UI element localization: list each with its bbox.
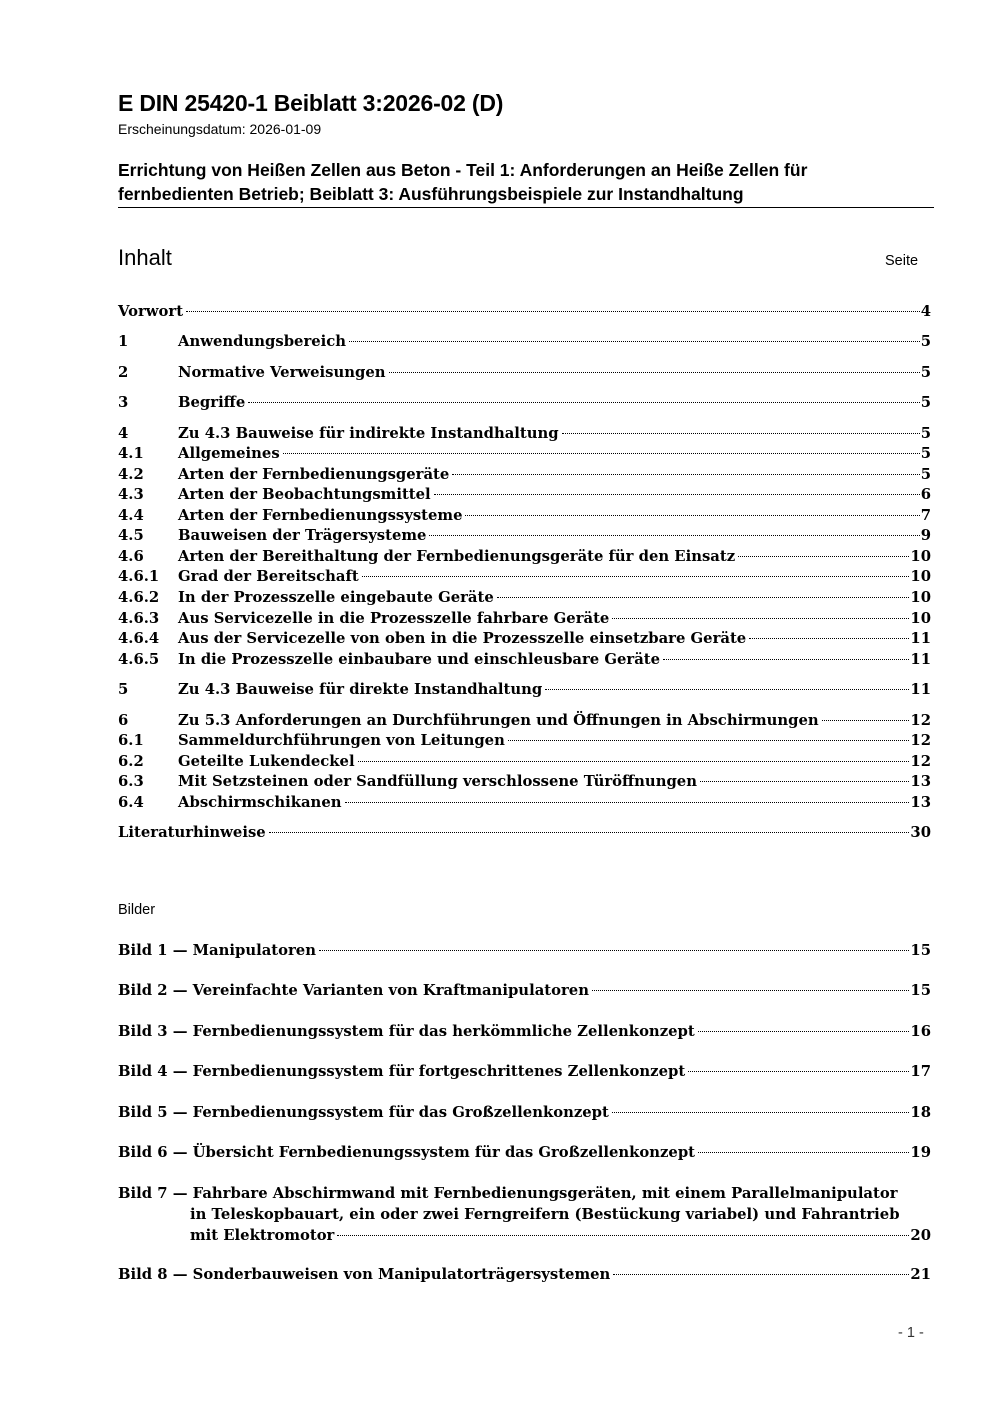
toc-entry-number: 4.5 [118,527,144,544]
toc-entry-page: 7 [920,507,931,524]
toc-entry-number: 4.1 [118,445,144,462]
toc-entry-4-6-4[interactable] [118,629,931,649]
dot-leader [337,1235,909,1236]
dot-leader [345,802,910,803]
toc-entry-label: Normative Verweisungen [178,364,386,381]
dot-leader [698,1031,910,1032]
dot-leader [613,1274,909,1275]
toc-entry-page: 11 [910,681,931,698]
figure-entry-label: Bild 3 — Fernbedienungssystem für das herkömmliche Zellenkonzept [118,1023,695,1040]
toc-entry-page: 10 [910,548,931,565]
toc-entry-number: 4.6.4 [118,630,160,647]
toc-entry-6-2[interactable] [118,752,931,772]
dot-leader [562,433,920,434]
toc-entry-number: 6 [118,712,129,729]
toc-entry-label: Literaturhinweise [118,824,266,841]
dot-leader [283,453,920,454]
figure-entry-page: 15 [910,942,931,959]
toc-entry-4-6-1[interactable] [118,567,931,587]
toc-entry-number: 4.6.5 [118,651,160,668]
toc-entry-6[interactable] [118,711,931,731]
toc-entry-number: 4.6.1 [118,568,160,585]
toc-entry-5[interactable] [118,680,931,700]
figure-entry-7[interactable] [118,1183,931,1246]
toc-entry-label: Aus der Servicezelle von oben in die Prozesszelle einsetzbare Geräte [178,630,747,647]
toc-entry-label: Arten der Bereithaltung der Fernbedienungsgeräte für den Einsatz [178,548,736,565]
figure-entry-8[interactable] [118,1264,931,1285]
toc-entry-label: In die Prozesszelle einbaubare und einschleusbare Geräte [178,651,661,668]
toc-entry-number: 4.6 [118,548,144,565]
toc-heading: Inhalt [118,245,172,270]
toc-entry-number: 6.3 [118,773,144,790]
toc-entry-6-3[interactable] [118,772,931,792]
toc-entry-page: 12 [910,753,931,770]
figure-entry-label-line-1: Bild 7 — Fahrbare Abschirmwand mit Fernbedienungsgeräten, mit einem Parallelmanipulator [118,1185,898,1202]
dot-leader [248,402,919,403]
toc-entry-6-4[interactable] [118,793,931,813]
toc-entry-4-4[interactable] [118,506,931,526]
toc-entry-page: 5 [920,445,931,462]
toc-entry-page: 13 [910,773,931,790]
figure-entry-label: Bild 5 — Fernbedienungssystem für das Großzellenkonzept [118,1104,609,1121]
toc-entry-number: 4.6.3 [118,610,160,627]
dot-leader [749,638,909,639]
dot-leader [358,761,910,762]
figure-entry-4[interactable] [118,1061,931,1082]
toc-entry-number: 6.2 [118,753,144,770]
toc-entry-page: 11 [910,651,931,668]
toc-entry-4-2[interactable] [118,465,931,485]
figure-entry-label-line-3: mit Elektromotor [190,1227,335,1244]
dot-leader [738,556,909,557]
toc-entry-page: 11 [910,630,931,647]
toc-entry-number: 3 [118,394,129,411]
toc-entry-label: Begriffe [178,394,246,411]
figure-entry-page: 21 [910,1266,931,1283]
dot-leader [592,990,909,991]
dot-leader [186,311,920,312]
toc-entry-number: 4.6.2 [118,589,160,606]
toc-entry-page: 5 [920,364,931,381]
toc-entry-label: Aus Servicezelle in die Prozesszelle fahrbare Geräte [178,610,610,627]
figure-entry-label: Bild 1 — Manipulatoren [118,942,316,959]
toc-entry-4-6-2[interactable] [118,588,931,608]
figure-entry-label: Bild 4 — Fernbedienungssystem für fortgeschrittenes Zellenkonzept [118,1063,686,1080]
dot-leader [349,341,920,342]
dot-leader [822,720,910,721]
toc-entry-label: Zu 5.3 Anforderungen an Durchführungen und Öffnungen in Abschirmungen [178,712,819,729]
toc-entry-label: Arten der Beobachtungsmittel [178,486,431,503]
dot-leader [700,781,909,782]
toc-entry-label: In der Prozesszelle eingebaute Geräte [178,589,494,606]
figure-entry-label: Bild 2 — Vereinfachte Varianten von Kraftmanipulatoren [118,982,589,999]
document-subtitle [118,158,934,208]
dot-leader [508,740,910,741]
toc-entry-label: Vorwort [118,303,184,320]
toc-entry-label: Allgemeines [178,445,280,462]
dot-leader [698,1152,909,1153]
toc-entry-label: Grad der Bereitschaft [178,568,359,585]
toc-entry-4-6-3[interactable] [118,609,931,629]
dot-leader [497,597,910,598]
toc-entry-4-3[interactable] [118,485,931,505]
figure-entry-page: 17 [910,1063,931,1080]
figure-entry-page: 15 [910,982,931,999]
toc-entry-label: Bauweisen der Trägersysteme [178,527,427,544]
figure-entry-5[interactable] [118,1102,931,1123]
dot-leader [688,1071,909,1072]
figure-entry-page: 19 [910,1144,931,1161]
toc-entry-page: 6 [920,486,931,503]
figure-entry-1[interactable] [118,940,931,961]
toc-entry-label: Arten der Fernbedienungsgeräte [178,466,450,483]
toc-entry-label: Mit Setzsteinen oder Sandfüllung verschlossene Türöffnungen [178,773,697,790]
toc-entry-page: 4 [920,303,931,320]
dot-leader [389,372,920,373]
toc-entry-4-6[interactable] [118,547,931,567]
toc-entry-page: 9 [920,527,931,544]
figure-entry-label: Bild 8 — Sonderbauweisen von Manipulatorträgersystemen [118,1266,611,1283]
toc-entry-page: 30 [910,824,931,841]
toc-entry-6-1[interactable] [118,731,931,751]
dot-leader [452,474,919,475]
dot-leader [434,494,920,495]
dot-leader [612,618,909,619]
figure-entry-6[interactable] [118,1142,931,1163]
toc-entry-number: 6.1 [118,732,144,749]
toc-entry-literaturhinweise[interactable] [118,823,931,843]
toc-entry-label: Sammeldurchführungen von Leitungen [178,732,505,749]
toc-entry-4-6-5[interactable] [118,650,931,670]
figure-entry-page: 16 [910,1023,931,1040]
toc-entry-number: 4.4 [118,507,144,524]
toc-entry-page: 5 [920,333,931,350]
toc-entry-page: 12 [910,732,931,749]
figure-entry-label-line-2: in Teleskopbauart, ein oder zwei Ferngreifern (Bestückung variabel) und Fahrantrieb [190,1206,900,1223]
figure-entry-page: 20 [910,1227,931,1244]
dot-leader [663,659,909,660]
figure-entry-label: Bild 6 — Übersicht Fernbedienungssystem für das Großzellenkonzept [118,1144,696,1161]
subtitle-line-1: Errichtung von Heißen Zellen aus Beton - Teil 1: Anforderungen an Heiße Zellen für [118,160,808,180]
toc-entry-4-5[interactable] [118,526,931,546]
toc-entry-1[interactable] [118,332,931,352]
toc-entry-2[interactable] [118,363,931,383]
subtitle-line-2: fernbedienten Betrieb; Beiblatt 3: Ausführungsbeispiele zur Instandhaltung [118,184,744,204]
toc-entry-3[interactable] [118,393,931,413]
toc-entry-page: 10 [910,589,931,606]
toc-entry-number: 1 [118,333,129,350]
dot-leader [545,689,909,690]
toc-entry-page: 12 [910,712,931,729]
dot-leader [612,1112,910,1113]
figures-heading: Bilder [118,902,156,918]
toc-entry-number: 4.2 [118,466,144,483]
dot-leader [269,832,910,833]
toc-entry-page: 5 [920,394,931,411]
toc-entry-page: 10 [910,610,931,627]
page-number: - 1 - [898,1325,924,1341]
toc-entry-number: 2 [118,364,129,381]
toc-entry-page: 13 [910,794,931,811]
toc-entry-vorwort[interactable] [118,302,931,322]
toc-entry-number: 6.4 [118,794,144,811]
toc-entry-number: 4 [118,425,129,442]
toc-entry-number: 4.3 [118,486,144,503]
dot-leader [465,515,919,516]
figure-entry-page: 18 [910,1104,931,1121]
toc-entry-label: Abschirmschikanen [178,794,342,811]
figure-entry-2[interactable] [118,980,931,1001]
toc-entry-label: Anwendungsbereich [178,333,347,350]
release-date: Erscheinungsdatum: 2026-01-09 [118,121,322,137]
page-column-label: Seite [885,253,919,269]
toc-entry-label: Arten der Fernbedienungssysteme [178,507,463,524]
dot-leader [319,950,909,951]
toc-entry-page: 5 [920,425,931,442]
dot-leader [362,576,910,577]
figure-entry-3[interactable] [118,1021,931,1042]
toc-entry-label: Zu 4.3 Bauweise für indirekte Instandhaltung [178,425,559,442]
toc-entry-number: 5 [118,681,129,698]
toc-entry-4[interactable] [118,424,931,444]
toc-entry-label: Geteilte Lukendeckel [178,753,355,770]
toc-entry-page: 5 [920,466,931,483]
toc-entry-label: Zu 4.3 Bauweise für direkte Instandhaltung [178,681,543,698]
dot-leader [429,535,919,536]
toc-entry-page: 10 [910,568,931,585]
toc-entry-4-1[interactable] [118,444,931,464]
document-title: E DIN 25420-1 Beiblatt 3:2026-02 (D) [118,90,504,116]
